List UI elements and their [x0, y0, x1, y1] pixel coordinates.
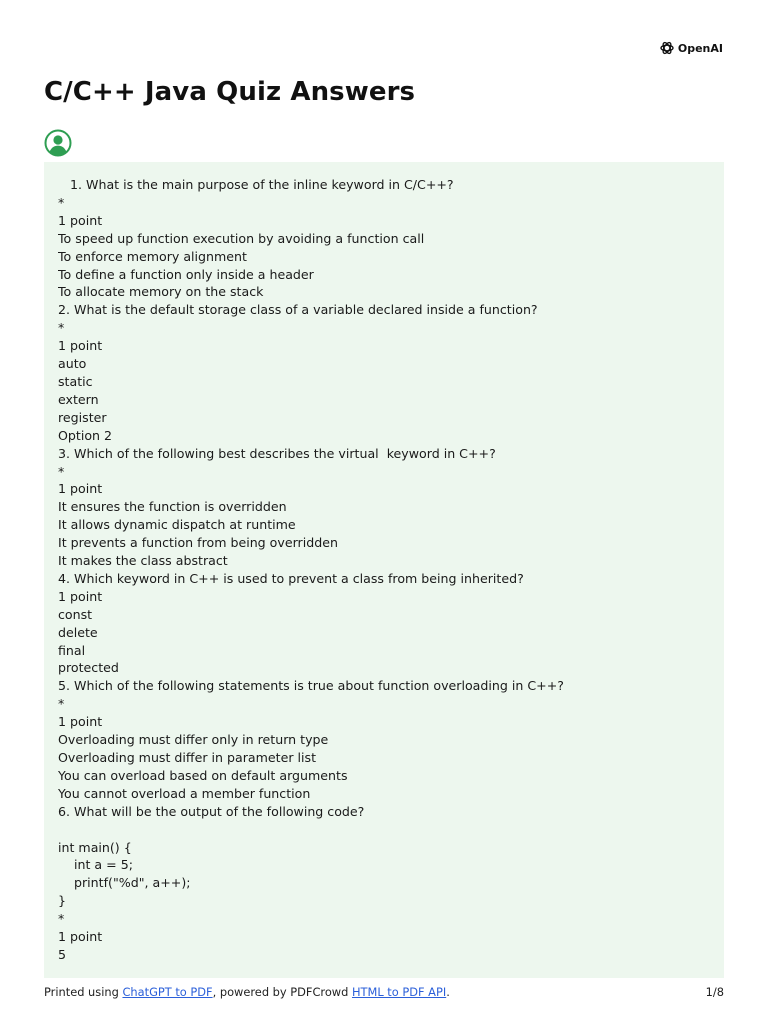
html-to-pdf-api-link[interactable]: HTML to PDF API — [351, 985, 447, 999]
text-line: 1 point — [58, 212, 103, 228]
page-number: 1/8 — [705, 985, 724, 999]
text-line: 3. Which of the following best describes the virtual keyword in C++? — [58, 445, 496, 461]
text-line: It prevents a function from being overridden — [58, 535, 338, 551]
footer-credit — [44, 985, 450, 999]
text-line: 1 point — [58, 481, 103, 497]
footer-middle: , powered by PDFCrowd — [212, 985, 352, 999]
text-line: int a = 5; — [58, 857, 133, 873]
text-line: To enforce memory alignment — [58, 248, 247, 264]
text-line: register — [58, 409, 107, 425]
quiz-text — [58, 176, 708, 964]
text-line: 2. What is the default storage class of a variable declared inside a function? — [58, 302, 538, 318]
text-line: 4. Which keyword in C++ is used to prevent a class from being inherited? — [58, 570, 524, 586]
footer-suffix: . — [446, 985, 450, 999]
text-line: 1 point — [58, 588, 103, 604]
text-line: protected — [58, 660, 119, 676]
brand-name: OpenAI — [677, 41, 723, 55]
text-line: It ensures the function is overridden — [58, 499, 287, 515]
text-line: * — [58, 463, 65, 479]
text-line: delete — [58, 624, 98, 640]
text-line: auto — [58, 356, 87, 372]
text-line: * — [58, 696, 65, 712]
text-line: static — [58, 373, 93, 389]
text-line: * — [58, 194, 65, 210]
text-line: int main() { — [58, 839, 132, 855]
text-line: You cannot overload a member function — [58, 785, 311, 801]
text-line: const — [58, 606, 93, 622]
text-line: It makes the class abstract — [58, 553, 228, 569]
text-line: To allocate memory on the stack — [58, 284, 264, 300]
text-line: 1. What is the main purpose of the inline keyword in C/C++? — [58, 177, 454, 192]
text-line: You can overload based on default arguments — [58, 767, 348, 783]
footer-prefix: Printed using — [44, 985, 123, 999]
text-line: * — [58, 911, 65, 927]
page-title: C/C++ Java Quiz Answers — [44, 77, 416, 107]
text-line: } — [58, 893, 67, 909]
openai-logo-icon — [659, 40, 675, 56]
user-avatar-icon — [44, 129, 72, 157]
text-line: * — [58, 320, 65, 336]
text-line: 1 point — [58, 338, 103, 354]
text-line: 5. Which of the following statements is true about function overloading in C++? — [58, 678, 564, 694]
text-line: 6. What will be the output of the following code? — [58, 803, 365, 819]
text-line: extern — [58, 391, 99, 407]
text-line: 1 point — [58, 714, 103, 730]
brand-logo — [659, 40, 723, 56]
text-line: To define a function only inside a header — [58, 266, 314, 282]
text-line: 5 — [58, 946, 67, 962]
text-line: To speed up function execution by avoiding a function call — [58, 230, 425, 246]
text-line: printf("%d", a++); — [58, 875, 191, 891]
text-line: Overloading must differ in parameter list — [58, 750, 317, 765]
chatgpt-to-pdf-link[interactable]: ChatGPT to PDF — [122, 985, 213, 999]
text-line: 1 point — [58, 929, 103, 945]
text-line: Overloading must differ only in return type — [58, 732, 329, 748]
text-line: It allows dynamic dispatch at runtime — [58, 517, 296, 533]
text-line — [58, 821, 708, 839]
text-line: Option 2 — [58, 427, 113, 443]
text-line: final — [58, 642, 86, 658]
